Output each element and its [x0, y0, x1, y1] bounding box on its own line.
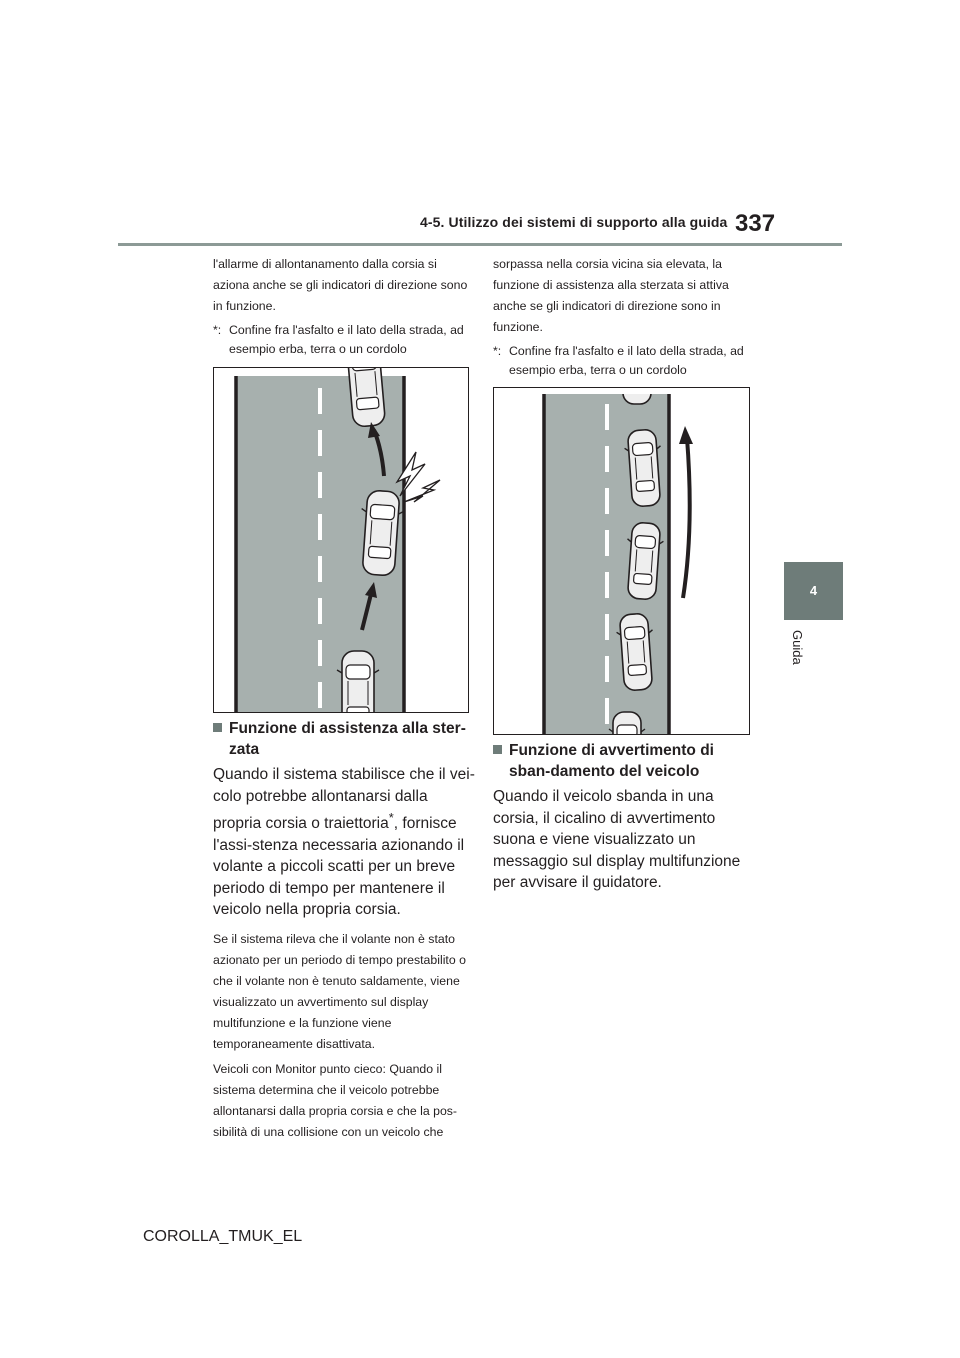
footnote-text: Confine fra l'asfalto e il lato della strada, ad esempio erba, terra o un cordolo — [509, 344, 744, 377]
steering-assist-figure — [213, 367, 469, 713]
note-blind-spot: Veicoli con Monitor punto cieco: Quando il sistema determina che il veicolo potrebbe allontanarsi dalla propria corsia e che la pos-sibilità di una collisione con un veicolo che — [213, 1061, 458, 1139]
body-mark: * — [388, 810, 394, 825]
chapter-tab[interactable]: 4 — [784, 562, 843, 620]
left-column-top — [213, 254, 475, 359]
left-footnote — [213, 321, 475, 359]
right-column-bottom — [493, 740, 755, 902]
heading-text: Funzione di avvertimento di sban-damento del veicolo — [509, 742, 714, 780]
footnote-mark: *: — [213, 323, 222, 337]
sway-warning-illustration — [494, 388, 749, 734]
right-column-top — [493, 254, 755, 380]
heading-text: Funzione di assistenza alla ster-zata — [229, 720, 466, 758]
section-title: 4-5. Utilizzo dei sistemi di supporto alla guida — [420, 214, 728, 230]
steering-assist-heading — [213, 718, 475, 760]
heading-marker — [493, 745, 502, 754]
heading-marker — [213, 723, 222, 732]
note-inactivity: Se il sistema rileva che il volante non è stato azionato per un periodo di tempo prestabilito o che il volante non è tenuto saldamente, viene visualizzato un avvertimento sul display multifunzione e la funzione viene temporaneamente disattivata. — [213, 931, 466, 1051]
footnote-mark: *: — [493, 344, 502, 358]
sway-warning-heading — [493, 740, 755, 782]
body-after: , fornisce l'assi-stenza necessaria azionando il volante a piccoli scatti per un breve periodo di tempo per mantenere il veicolo nella propria corsia. — [213, 815, 465, 919]
left-intro: l'allarme di allontanamento dalla corsia si aziona anche se gli indicatori di direzione sono in funzione. — [213, 257, 468, 313]
steering-assist-illustration — [214, 368, 468, 712]
footnote-text: Confine fra l'asfalto e il lato della strada, ad esempio erba, terra o un cordolo — [229, 323, 464, 356]
sway-warning-body: Quando il veicolo sbanda in una corsia, il cicalino di avvertimento suona e viene visualizzato un messaggio sul display multifunzione per avvisare il guidatore. — [493, 788, 741, 891]
right-intro: sorpassa nella corsia vicina sia elevata, la funzione di assistenza alla sterzata si attiva anche se gli indicatori di direzione sono in funzione. — [493, 257, 729, 334]
header-rule — [118, 243, 842, 246]
right-footnote — [493, 342, 755, 380]
chapter-label: Guida — [790, 630, 805, 665]
body-before: Quando il sistema stabilisce che il vei-colo potrebbe allontanarsi dalla propria corsia o traiettoria — [213, 766, 475, 833]
steering-assist-body — [213, 764, 475, 921]
page-number: 337 — [735, 210, 776, 237]
sway-warning-figure — [493, 387, 750, 735]
left-column-bottom — [213, 718, 475, 1147]
model-code: COROLLA_TMUK_EL — [143, 1228, 303, 1245]
